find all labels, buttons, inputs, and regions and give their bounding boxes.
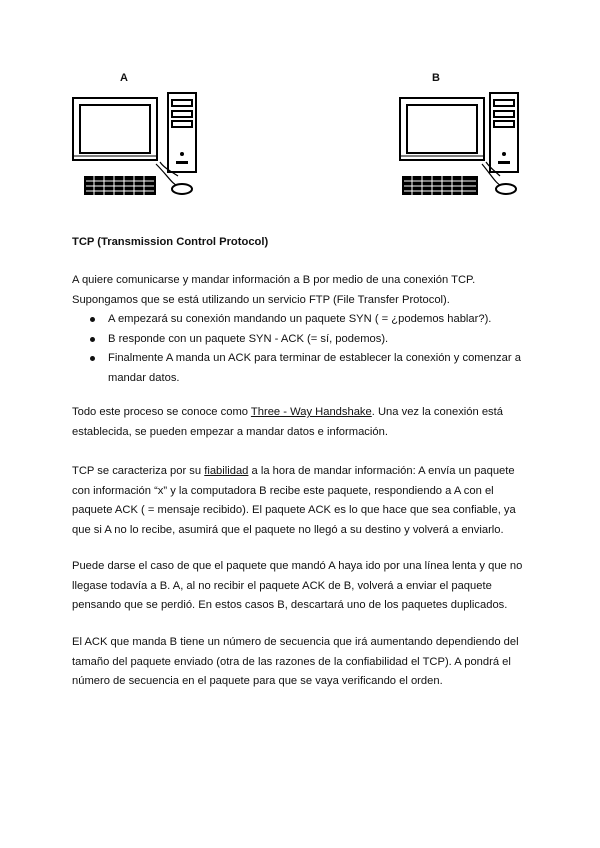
list-item: Finalmente A manda un ACK para terminar de establecer la conexión y comenzar a mandar datos. bbox=[72, 349, 532, 388]
list-item: A empezará su conexión mandando un paquete SYN ( = ¿podemos hablar?). bbox=[72, 310, 532, 330]
intro-paragraph bbox=[72, 271, 528, 310]
computer-a-icon bbox=[72, 92, 208, 200]
three-way-handshake-link[interactable]: Three - Way Handshake bbox=[250, 406, 372, 418]
sequence-paragraph: El ACK que manda B tiene un número de secuencia que irá aumentando dependiendo del tamaño del paquete enviado (otra de las razones de la confiabilidad el TCP). A pondrá el número de secuencia en el paquete para que se vaya verificando el orden. bbox=[72, 636, 519, 687]
bullet-icon bbox=[90, 317, 95, 322]
computer-b-icon bbox=[392, 92, 528, 200]
computer-b-label: B bbox=[432, 72, 440, 84]
intro-line-1: A quiere comunicarse y mandar información a B por medio de una conexión TCP. bbox=[72, 274, 476, 286]
intro-line-2: Supongamos que se está utilizando un servicio FTP (File Transfer Protocol). bbox=[72, 293, 450, 306]
bullet-icon bbox=[90, 337, 95, 342]
bullet-icon bbox=[90, 356, 95, 361]
handshake-steps-list bbox=[72, 310, 532, 388]
duplicate-paragraph: Puede darse el caso de que el paquete que mandó A haya ido por una línea lenta y que no llegase todavía a B. A, al no recibir el paquete ACK de B, volverá a enviar el paquete pensando que se perdió. En estos casos B, descartará uno de los paquetes duplicados. bbox=[72, 560, 523, 611]
handshake-paragraph: Todo este proceso se conoce como Three - Way Handshake. Una vez la conexión está establecida, se pueden empezar a mandar datos e información. bbox=[72, 406, 503, 438]
computer-a-label: A bbox=[120, 72, 128, 84]
list-item: B responde con un paquete SYN - ACK (= sí, podemos). bbox=[72, 330, 532, 350]
reliability-paragraph: TCP se caracteriza por su fiabilidad a la hora de mandar información: A envía un paquete con información “x” y la computadora B recibe este paquete, respondiendo a A con el paquete ACK ( = mensaje recibido). El paquete ACK es lo que hace que sea confiable, ya que si A no lo recibe, asumirá que el paquete no llegó a su destino y volverá a enviarlo. bbox=[72, 465, 516, 536]
page-title: TCP (Transmission Control Protocol) bbox=[72, 236, 269, 248]
fiabilidad-link[interactable]: fiabilidad bbox=[204, 465, 249, 477]
